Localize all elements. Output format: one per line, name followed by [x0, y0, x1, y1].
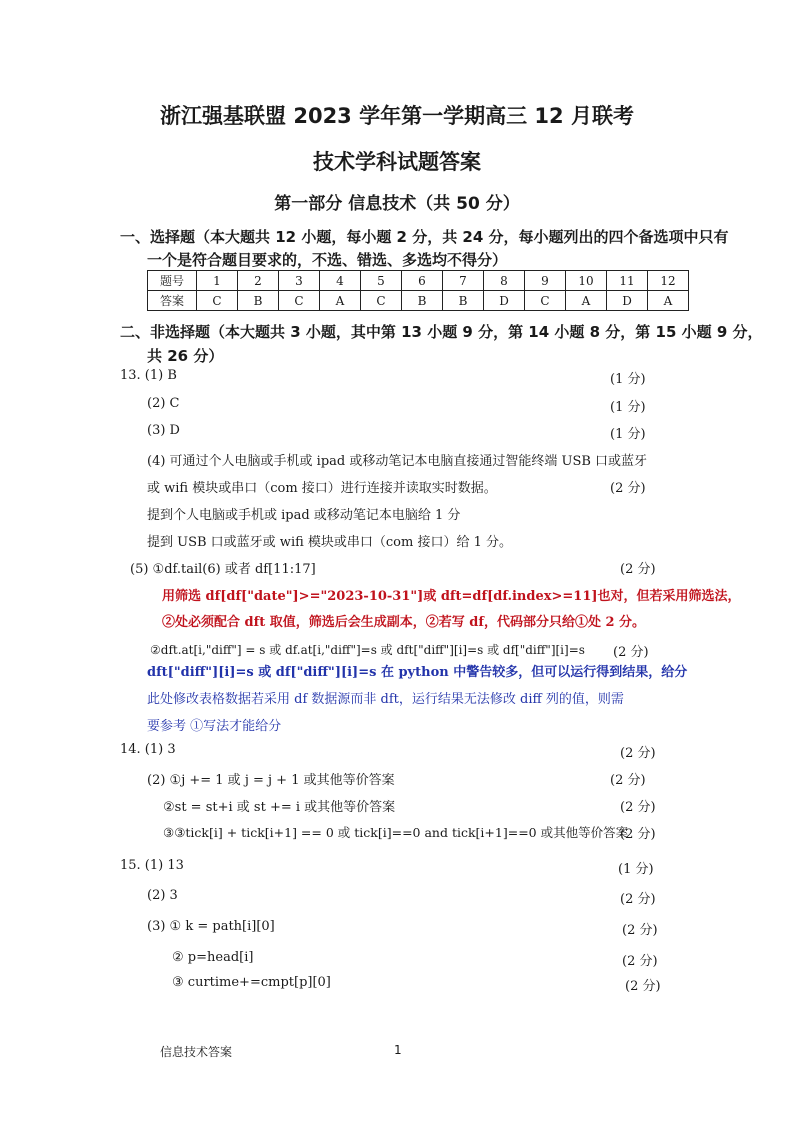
q15-line-5: ③ curtime+=cmpt[p][0] [172, 975, 331, 990]
score: (1 分) [610, 427, 646, 442]
score: (2 分) [620, 800, 656, 815]
table-cell: C [197, 291, 238, 311]
table-cell: A [320, 291, 361, 311]
table-cell: 11 [607, 271, 648, 291]
score: (1 分) [610, 372, 646, 387]
table-cell: 3 [279, 271, 320, 291]
table-cell: 5 [361, 271, 402, 291]
q13-line-6: ②dft.at[i,"diff"] = s 或 df.at[i,"diff"]=s 或 dft["diff"][i]=s 或 df["diff"][i]=s [150, 643, 585, 657]
table-cell: 7 [443, 271, 484, 291]
table-cell: 4 [320, 271, 361, 291]
score: (2 分) [625, 979, 661, 994]
q14-line-4: ③③tick[i] + tick[i+1] == 0 或 tick[i]==0 and tick[i+1]==0 或其他等价答案 [163, 825, 629, 840]
table-cell: A [648, 291, 689, 311]
table-cell: C [361, 291, 402, 311]
table-cell: 8 [484, 271, 525, 291]
table-cell: D [484, 291, 525, 311]
table-cell: C [279, 291, 320, 311]
table-cell: 1 [197, 271, 238, 291]
table-cell: 9 [525, 271, 566, 291]
score: (2 分) [622, 954, 658, 969]
score: (2 分) [620, 562, 656, 577]
score: (1 分) [610, 400, 646, 415]
score: (2 分) [613, 645, 649, 660]
page-subtitle: 技术学科试题答案 [313, 150, 481, 174]
score: (1 分) [618, 862, 654, 877]
answer-table [147, 270, 689, 311]
q14-line-3: ②st = st+i 或 st += i 或其他等价答案 [163, 800, 396, 815]
q13-line-3: (3) D [147, 423, 180, 438]
q13-note-2: 提到 USB 口或蓝牙或 wifi 模块或串口（com 接口）给 1 分。 [147, 535, 513, 550]
part-title: 第一部分 信息技术（共 50 分） [274, 194, 520, 214]
score: (2 分) [622, 923, 658, 938]
page-number: 1 [394, 1043, 402, 1057]
table-cell: 6 [402, 271, 443, 291]
q13-red-note-1: 用筛选 df[df["date"]>="2023-10-31"]或 dft=df[df.index>=11]也对，但若采用筛选法， [162, 589, 741, 604]
score: (2 分) [610, 773, 646, 788]
table-cell: 12 [648, 271, 689, 291]
table-row-numbers [148, 271, 689, 291]
q13-line-5: (5) ①df.tail(6) 或者 df[11:17] [130, 562, 316, 577]
q15-line-3: (3) ① k = path[i][0] [147, 919, 275, 934]
score: (2 分) [620, 746, 656, 761]
q13-line-4: (4) 可通过个人电脑或手机或 ipad 或移动笔记本电脑直接通过智能终端 USB 口或蓝牙 [147, 454, 648, 469]
table-cell: B [238, 291, 279, 311]
q13-blue-note-2: 此处修改表格数据若采用 df 数据源而非 dft，运行结果无法修改 diff 列的值，则需 [147, 692, 624, 707]
table-cell: 10 [566, 271, 607, 291]
q14-line-2: (2) ①j += 1 或 j = j + 1 或其他等价答案 [147, 773, 395, 788]
q13-note-1: 提到个人电脑或手机或 ipad 或移动笔记本电脑给 1 分 [147, 508, 461, 523]
table-cell: B [443, 291, 484, 311]
score: (2 分) [610, 481, 646, 496]
table-cell: C [525, 291, 566, 311]
q13-line-1: 13. (1) B [120, 368, 177, 383]
section1-heading: 一、选择题（本大题共 12 小题，每小题 2 分，共 24 分，每小题列出的四个备选项中只有 [120, 228, 729, 246]
footer-label: 信息技术答案 [160, 1045, 233, 1059]
q13-blue-note-3: 要参考 ①写法才能给分 [147, 719, 282, 734]
q15-line-2: (2) 3 [147, 888, 178, 903]
section2-heading: 二、非选择题（本大题共 3 小题，其中第 13 小题 9 分，第 14 小题 8 分，第 15 小题 9 分， [120, 323, 763, 341]
q13-blue-note-1: dft["diff"][i]=s 或 df["diff"][i]=s 在 python 中警告较多，但可以运行得到结果，给分 [147, 665, 688, 680]
table-cell: 2 [238, 271, 279, 291]
table-cell: B [402, 291, 443, 311]
q13-line-2: (2) C [147, 396, 180, 411]
q15-line-4: ② p=head[i] [172, 950, 254, 965]
q15-line-1: 15. (1) 13 [120, 858, 184, 873]
table-cell: D [607, 291, 648, 311]
section2-heading-cont: 共 26 分） [147, 347, 224, 365]
score: (2 分) [620, 827, 656, 842]
q13-line-4-cont: 或 wifi 模块或串口（com 接口）进行连接并读取实时数据。 [147, 481, 497, 496]
table-row-answers [148, 291, 689, 311]
table-cell: A [566, 291, 607, 311]
section1-heading-cont: 一个是符合题目要求的，不选、错选、多选均不得分） [147, 251, 508, 269]
score: (2 分) [620, 892, 656, 907]
table-row-label: 答案 [148, 291, 197, 311]
page-title: 浙江强基联盟 2023 学年第一学期高三 12 月联考 [160, 104, 634, 128]
q14-line-1: 14. (1) 3 [120, 742, 176, 757]
table-row-label: 题号 [148, 271, 197, 291]
q13-red-note-2: ②处必须配合 dft 取值，筛选后会生成副本，②若写 df，代码部分只给①处 2 分。 [162, 615, 646, 630]
